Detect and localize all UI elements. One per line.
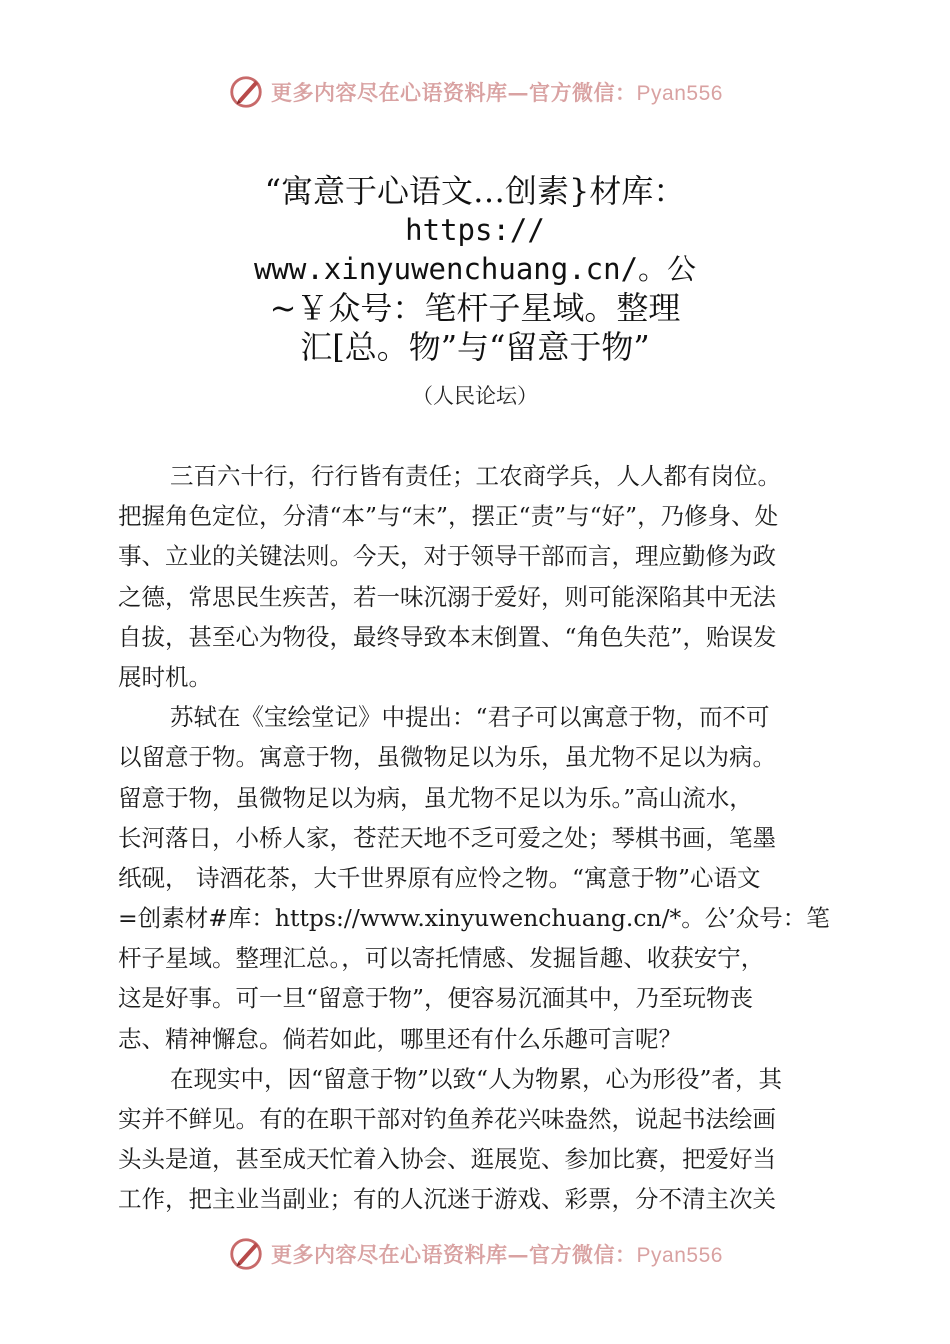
header-banner — [0, 70, 950, 114]
body-line: 这是好事。可一旦“留意于物”，便容易沉湎其中，乃至玩物丧 — [118, 984, 754, 1013]
body-line: 留意于物，虽微物足以为病，虽尤物不足以为乐。”高山流水， — [118, 783, 753, 812]
body-line: 展时机。 — [118, 662, 212, 691]
header-banner-wechat: Pyan556 — [636, 82, 723, 105]
header-banner-text: 更多内容尽在心语资料库—官方微信： — [271, 80, 637, 105]
document-source: （人民论坛） — [412, 384, 538, 408]
body-line: 自拔，甚至心为物役，最终导致本末倒置、“角色失范”，贻误发 — [118, 622, 777, 651]
title-line: www.xinyuwenchuang.cn/。公 — [253, 252, 697, 286]
body-line: 苏轼在《宝绘堂记》中提出：“君子可以寓意于物，而不可 — [170, 703, 770, 732]
footer-banner — [0, 1232, 950, 1276]
body-line: 在现实中，因“留意于物”以致“人为物累，心为形役”者，其 — [170, 1064, 783, 1093]
body-line: 纸砚， 诗酒花茶，大千世界原有应怜之物。“寓意于物”心语文 — [118, 863, 761, 892]
title-line: 汇[总。物”与“留意于物” — [300, 328, 650, 366]
body-line: 实并不鲜见。有的在职干部对钓鱼养花兴味盎然，说起书法绘画 — [118, 1105, 776, 1133]
pen-logo-icon — [227, 1235, 265, 1273]
document-body — [118, 456, 838, 1220]
body-line: 以留意于物。寓意于物，虽微物足以为乐，虽尤物不足以为病。 — [118, 743, 776, 772]
body-line: 头头是道，甚至成天忙着入协会、逛展览、参加比赛，把爱好当 — [118, 1145, 776, 1174]
body-line: =创素材#库：https://www.xinyuwenchuang.cn/*。公’众号：笔 — [118, 904, 830, 933]
title-line: https:// — [405, 213, 545, 247]
footer-banner-wechat: Pyan556 — [636, 1244, 723, 1267]
body-line: 志、精神懈怠。倘若如此，哪里还有什么乐趣可言呢？ — [118, 1024, 682, 1053]
body-line: 三百六十行，行行皆有责任；工农商学兵，人人都有岗位。 — [170, 462, 781, 490]
document-title — [150, 172, 800, 367]
body-line: 事、立业的关键法则。今天，对于领导干部而言，理应勤修为政 — [118, 542, 776, 571]
body-line: 杆子星域。整理汇总。，可以寄托情感、发掘旨趣、收获安宁， — [118, 944, 765, 973]
body-line: 之德，常思民生疾苦，若一味沉溺于爱好，则可能深陷其中无法 — [118, 582, 776, 611]
footer-banner-text: 更多内容尽在心语资料库—官方微信： — [271, 1242, 637, 1267]
body-line: 把握角色定位，分清“本”与“末”，摆正“责”与“好”，乃修身、处 — [118, 502, 779, 531]
pen-logo-icon — [227, 73, 265, 111]
body-line: 长河落日，小桥人家，苍茫天地不乏可爱之处；琴棋书画，笔墨 — [118, 823, 776, 852]
body-line: 工作，把主业当副业；有的人沉迷于游戏、彩票，分不清主次关 — [118, 1185, 776, 1214]
title-line: ~￥众号：笔杆子星域。整理 — [269, 289, 681, 327]
title-line: “寓意于心语文…创素}材库： — [264, 172, 686, 210]
